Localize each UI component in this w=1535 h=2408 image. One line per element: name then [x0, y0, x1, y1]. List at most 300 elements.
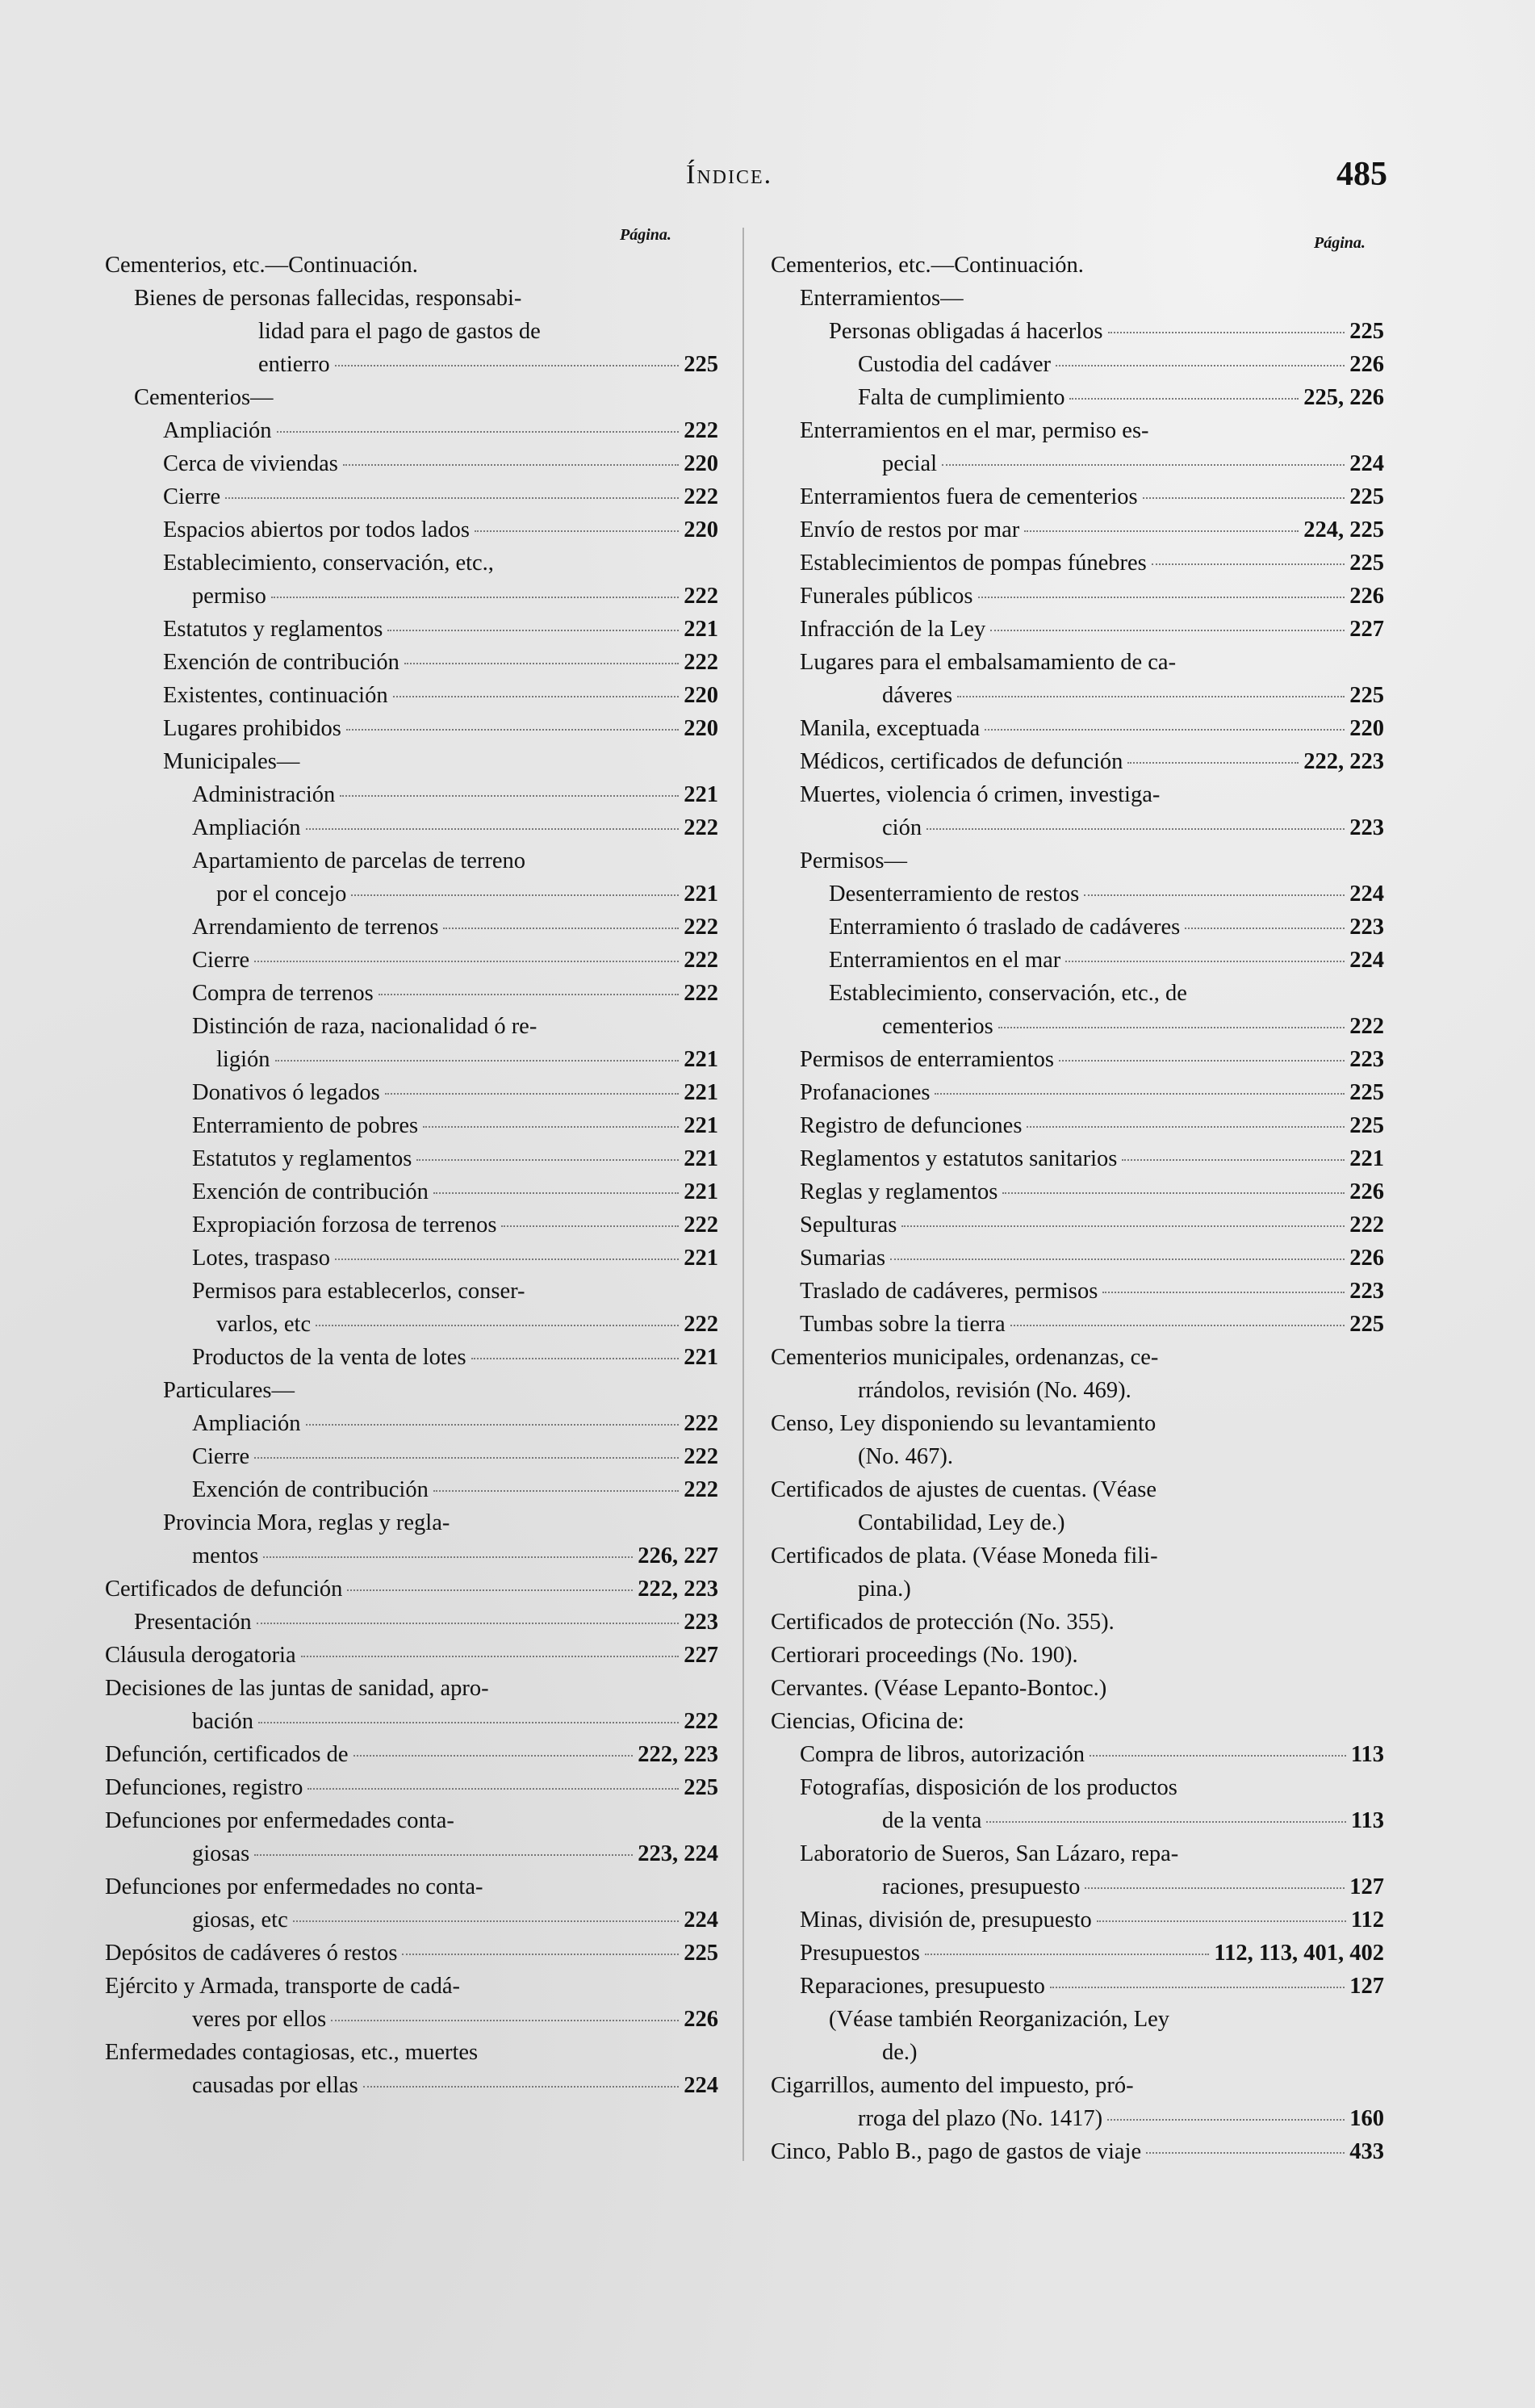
index-entry-text: Sepulturas: [800, 1212, 897, 1238]
index-entry: [105, 414, 718, 447]
index-entry: [771, 877, 1384, 911]
index-entry-text: Funerales públicos: [800, 584, 973, 609]
index-entry-page: 227: [1349, 617, 1384, 642]
leader-dots: [1085, 1887, 1345, 1889]
leader-dots: [1002, 1192, 1345, 1194]
index-entry-page: 113: [1350, 1808, 1384, 1833]
index-entry-text: lidad para el pago de gastos de: [258, 319, 541, 344]
index-entry: [771, 480, 1384, 513]
index-entry-text: Certificados de ajustes de cuentas. (Véase: [771, 1477, 1156, 1502]
leader-dots: [1065, 961, 1345, 962]
index-entry: [105, 1870, 718, 1903]
index-entry-text: dáveres: [882, 683, 953, 708]
index-entry: [771, 1837, 1384, 1870]
column-divider: [742, 228, 744, 2161]
index-entry: [105, 2036, 718, 2069]
leader-dots: [277, 431, 680, 433]
index-entry-text: Productos de la venta de lotes: [192, 1345, 466, 1370]
index-entry-text: cementerios: [882, 1014, 993, 1039]
index-entry: [771, 911, 1384, 944]
index-entry: [771, 414, 1384, 447]
index-entry: [105, 348, 718, 381]
index-entry-text: ción: [882, 815, 922, 840]
leader-dots: [957, 696, 1345, 697]
index-entry: [105, 315, 718, 348]
index-entry: [105, 1473, 718, 1506]
index-entry-text: Exención de contribución: [163, 650, 399, 675]
leader-dots: [316, 1325, 679, 1326]
index-entry-page: 222: [684, 1477, 718, 1502]
index-entry-text: Registro de defunciones: [800, 1113, 1023, 1138]
index-entry-page: 225, 226: [1303, 385, 1384, 410]
index-entry-page: 224: [1349, 948, 1384, 973]
index-entry-page: 220: [684, 517, 718, 542]
index-entry-text: causadas por ellas: [192, 2073, 358, 2098]
index-entry: [771, 1109, 1384, 1142]
leader-dots: [275, 1060, 680, 1062]
index-entry-text: ligión: [216, 1047, 270, 1072]
index-entry-page: 223: [1349, 1279, 1384, 1304]
index-entry-text: Defunciones, registro: [105, 1775, 303, 1800]
index-entry-page: 221: [684, 1179, 718, 1204]
index-entry-text: Decisiones de las juntas de sanidad, apro-: [105, 1676, 489, 1701]
index-entry-text: Laboratorio de Sueros, San Lázaro, repa-: [800, 1841, 1179, 1866]
index-entry-text: (Véase también Reorganización, Ley: [829, 2007, 1170, 2032]
index-entry-text: Falta de cumplimiento: [858, 385, 1065, 410]
index-right-column: [771, 249, 1384, 2168]
index-entry-page: 227: [684, 1643, 718, 1668]
leader-dots: [404, 663, 679, 664]
index-entry-text: Cierre: [163, 484, 221, 509]
index-entry-page: 226: [1349, 584, 1384, 609]
leader-dots: [346, 729, 679, 731]
index-entry-page: 222: [684, 418, 718, 443]
leader-dots: [363, 2086, 680, 2088]
leader-dots: [306, 1424, 680, 1426]
index-entry: [105, 282, 718, 315]
index-entry-text: Enterramientos—: [800, 286, 964, 311]
index-entry-text: Ciencias, Oficina de:: [771, 1709, 964, 1734]
index-entry: [105, 1573, 718, 1606]
index-entry: [771, 1705, 1384, 1738]
index-entry: [105, 977, 718, 1010]
index-entry-page: 221: [684, 1113, 718, 1138]
index-entry: [771, 2003, 1384, 2036]
index-entry: [771, 2069, 1384, 2102]
index-entry-text: Cierre: [192, 1444, 250, 1469]
index-entry: [105, 1440, 718, 1473]
index-entry-page: 112, 113, 401, 402: [1214, 1941, 1384, 1966]
index-entry-text: Permisos—: [800, 848, 908, 873]
index-entry-text: Médicos, certificados de defunción: [800, 749, 1123, 774]
index-entry-page: 221: [684, 1345, 718, 1370]
index-entry-text: Contabilidad, Ley de.): [858, 1510, 1065, 1535]
index-entry-page: 225: [1349, 551, 1384, 576]
index-entry-text: Defunciones por enfermedades no conta-: [105, 1874, 483, 1899]
index-entry-text: Existentes, continuación: [163, 683, 388, 708]
index-entry-text: Traslado de cadáveres, permisos: [800, 1279, 1098, 1304]
index-entry-page: 160: [1349, 2106, 1384, 2131]
leader-dots: [985, 729, 1345, 731]
leader-dots: [1143, 497, 1345, 499]
index-entry: [771, 1374, 1384, 1407]
index-entry: [771, 1076, 1384, 1109]
leader-dots: [258, 1722, 679, 1723]
index-entry-text: Bienes de personas fallecidas, responsabi-: [134, 286, 522, 311]
index-entry-page: 222, 223: [638, 1577, 718, 1602]
index-entry-text: rroga del plazo (No. 1417): [858, 2106, 1103, 2131]
index-entry-text: Minas, división de, presupuesto: [800, 1908, 1092, 1933]
leader-dots: [257, 1623, 680, 1624]
index-entry-page: 221: [684, 1047, 718, 1072]
index-entry-text: Enterramientos en el mar, permiso es-: [800, 418, 1149, 443]
index-entry: [105, 547, 718, 580]
index-entry-text: Cementerios, etc.—Continuación.: [105, 253, 418, 278]
index-entry-text: Lugares prohibidos: [163, 716, 341, 741]
index-entry: [771, 1010, 1384, 1043]
leader-dots: [423, 1126, 679, 1128]
index-entry-text: Estatutos y reglamentos: [163, 617, 383, 642]
leader-dots: [475, 530, 679, 532]
index-entry-text: Establecimiento, conservación, etc., de: [829, 981, 1187, 1006]
leader-dots: [271, 597, 679, 598]
index-entry-text: Infracción de la Ley: [800, 617, 986, 642]
index-entry-page: 223, 224: [638, 1841, 718, 1866]
leader-dots: [925, 1954, 1210, 1955]
leader-dots: [433, 1192, 679, 1194]
index-entry: [771, 1870, 1384, 1903]
index-entry-page: 220: [684, 683, 718, 708]
index-entry-text: Exención de contribución: [192, 1477, 429, 1502]
index-entry-text: Envío de restos por mar: [800, 517, 1020, 542]
leader-dots: [393, 696, 680, 697]
index-entry-page: 225: [1349, 1080, 1384, 1105]
index-entry: [771, 745, 1384, 778]
leader-dots: [306, 828, 680, 830]
index-entry-text: Profanaciones: [800, 1080, 931, 1105]
index-entry: [771, 1142, 1384, 1175]
index-entry: [105, 1837, 718, 1870]
index-entry: [105, 513, 718, 547]
index-entry: [105, 1738, 718, 1771]
index-entry-text: Manila, exceptuada: [800, 716, 981, 741]
index-entry-text: Donativos ó legados: [192, 1080, 380, 1105]
leader-dots: [1069, 398, 1299, 400]
leader-dots: [1090, 1755, 1346, 1757]
index-entry-page: 226: [684, 2007, 718, 2032]
index-entry-text: Particulares—: [163, 1378, 295, 1403]
index-entry-text: Ejército y Armada, transporte de cadá-: [105, 1974, 460, 1999]
index-entry-text: permiso: [192, 584, 266, 609]
index-entry-page: 222: [684, 584, 718, 609]
leader-dots: [471, 1358, 680, 1359]
leader-dots: [335, 365, 680, 366]
leader-dots: [293, 1920, 680, 1922]
leader-dots: [1102, 1292, 1345, 1293]
index-entry-text: giosas, etc: [192, 1908, 288, 1933]
index-entry: [771, 1440, 1384, 1473]
leader-dots: [379, 994, 679, 995]
index-entry-page: 223: [684, 1610, 718, 1635]
index-entry-text: bación: [192, 1709, 253, 1734]
index-entry: [105, 613, 718, 646]
leader-dots: [254, 1854, 633, 1856]
index-entry-text: Estatutos y reglamentos: [192, 1146, 412, 1171]
index-entry: [771, 1606, 1384, 1639]
page-header-title: Índice.: [686, 160, 773, 190]
index-entry: [771, 1175, 1384, 1208]
index-entry-text: pina.): [858, 1577, 911, 1602]
leader-dots: [1146, 2152, 1345, 2154]
index-entry: [105, 1275, 718, 1308]
index-entry-text: Distinción de raza, nacionalidad ó re-: [192, 1014, 537, 1039]
index-entry-page: 226: [1349, 1179, 1384, 1204]
index-entry-page: 113: [1350, 1742, 1384, 1767]
index-entry: [771, 282, 1384, 315]
leader-dots: [986, 1821, 1345, 1823]
index-entry-text: Certificados de defunción: [105, 1577, 343, 1602]
leader-dots: [935, 1093, 1345, 1095]
index-entry: [771, 1473, 1384, 1506]
index-entry: [771, 1903, 1384, 1937]
index-entry-text: (No. 467).: [858, 1444, 953, 1469]
index-entry: [105, 1639, 718, 1672]
index-entry-page: 223: [1349, 915, 1384, 940]
index-entry: [771, 249, 1384, 282]
index-entry-text: Compra de terrenos: [192, 981, 374, 1006]
index-entry: [105, 1672, 718, 1705]
leader-dots: [340, 795, 679, 797]
index-entry: [105, 580, 718, 613]
index-entry: [105, 1539, 718, 1573]
index-entry-text: Establecimiento, conservación, etc.,: [163, 551, 494, 576]
index-entry-page: 224: [684, 2073, 718, 2098]
index-entry-text: Fotografías, disposición de los productos: [800, 1775, 1177, 1800]
index-entry-text: Lugares para el embalsamamiento de ca-: [800, 650, 1177, 675]
index-entry: [105, 1606, 718, 1639]
index-entry: [771, 1208, 1384, 1242]
index-entry-text: raciones, presupuesto: [882, 1874, 1081, 1899]
index-entry-page: 221: [684, 782, 718, 807]
leader-dots: [942, 464, 1345, 466]
page-number: 485: [1336, 156, 1387, 193]
index-entry-page: 222: [684, 915, 718, 940]
index-entry: [771, 613, 1384, 646]
index-entry-page: 222: [684, 1444, 718, 1469]
leader-dots: [343, 464, 679, 466]
index-entry-text: Ampliación: [192, 1411, 301, 1436]
index-entry: [105, 1175, 718, 1208]
index-entry-page: 127: [1349, 1874, 1384, 1899]
index-entry: [771, 944, 1384, 977]
index-entry: [105, 877, 718, 911]
index-entry-text: Personas obligadas á hacerlos: [829, 319, 1103, 344]
leader-dots: [501, 1225, 679, 1227]
leader-dots: [1056, 365, 1345, 366]
index-entry-text: Cierre: [192, 948, 250, 973]
index-entry: [105, 1903, 718, 1937]
index-entry: [105, 844, 718, 877]
leader-dots: [443, 928, 679, 929]
index-entry: [771, 447, 1384, 480]
index-entry-text: Enfermedades contagiosas, etc., muertes: [105, 2040, 479, 2065]
index-entry-text: Certificados de plata. (Véase Moneda fili-: [771, 1543, 1158, 1568]
index-entry-text: de.): [882, 2040, 918, 2065]
index-entry: [105, 1308, 718, 1341]
leader-dots: [335, 1258, 679, 1260]
index-entry-page: 225: [1349, 319, 1384, 344]
index-entry-page: 221: [1349, 1146, 1384, 1171]
leader-dots: [978, 597, 1345, 598]
index-entry: [771, 1573, 1384, 1606]
index-entry-page: 222: [1349, 1014, 1384, 1039]
index-entry: [771, 977, 1384, 1010]
index-entry-page: 220: [684, 451, 718, 476]
leader-dots: [1084, 894, 1345, 896]
index-entry-text: Provincia Mora, reglas y regla-: [163, 1510, 450, 1535]
leader-dots: [301, 1656, 680, 1657]
index-entry-page: 112: [1350, 1908, 1384, 1933]
index-entry-text: Lotes, traspaso: [192, 1246, 330, 1271]
index-entry-page: 225: [1349, 484, 1384, 509]
index-entry: [771, 1937, 1384, 1970]
index-entry-text: por el concejo: [216, 882, 347, 907]
index-entry-page: 222, 223: [1303, 749, 1384, 774]
index-entry-text: Permisos para establecerlos, conser-: [192, 1279, 525, 1304]
index-entry-text: Muertes, violencia ó crimen, investiga-: [800, 782, 1161, 807]
right-column-label: Página.: [1314, 234, 1366, 252]
index-entry-text: Apartamiento de parcelas de terreno: [192, 848, 526, 873]
index-entry-text: Enterramientos en el mar: [829, 948, 1061, 973]
index-entry: [105, 911, 718, 944]
index-entry-page: 224: [1349, 451, 1384, 476]
left-column-label: Página.: [620, 226, 671, 244]
leader-dots: [416, 1159, 679, 1161]
index-entry: [771, 348, 1384, 381]
index-entry: [105, 2003, 718, 2036]
index-entry: [105, 778, 718, 811]
index-entry: [771, 1804, 1384, 1837]
leader-dots: [1010, 1325, 1345, 1326]
index-entry-text: de la venta: [882, 1808, 982, 1833]
index-entry: [771, 1407, 1384, 1440]
index-entry: [105, 811, 718, 844]
leader-dots: [1127, 762, 1299, 764]
index-entry: [771, 712, 1384, 745]
index-entry: [105, 1771, 718, 1804]
index-entry: [105, 447, 718, 480]
index-entry: [105, 712, 718, 745]
index-entry: [771, 547, 1384, 580]
index-entry: [105, 1043, 718, 1076]
index-entry-text: Censo, Ley disponiendo su levantamiento: [771, 1411, 1156, 1436]
index-entry: [771, 1738, 1384, 1771]
index-entry-page: 225: [1349, 1113, 1384, 1138]
index-entry-page: 222: [684, 484, 718, 509]
index-entry-text: Cementerios, etc.—Continuación.: [771, 253, 1084, 278]
index-entry: [105, 1937, 718, 1970]
leader-dots: [1108, 332, 1345, 333]
index-entry-page: 225: [684, 1941, 718, 1966]
index-entry-page: 221: [684, 1080, 718, 1105]
index-entry-page: 221: [684, 617, 718, 642]
index-entry-text: Enterramientos fuera de cementerios: [800, 484, 1138, 509]
index-entry-page: 222: [684, 948, 718, 973]
index-entry-page: 222: [684, 1411, 718, 1436]
index-entry: [771, 646, 1384, 679]
index-entry-text: Certificados de protección (No. 355).: [771, 1610, 1115, 1635]
index-entry-text: Cláusula derogatoria: [105, 1643, 296, 1668]
index-entry-page: 222: [684, 815, 718, 840]
leader-dots: [1152, 563, 1345, 565]
index-entry-text: Depósitos de cadáveres ó restos: [105, 1941, 398, 1966]
index-entry: [105, 646, 718, 679]
index-entry: [771, 1539, 1384, 1573]
index-entry-text: entierro: [258, 352, 330, 377]
index-entry-text: Sumarias: [800, 1246, 886, 1271]
index-entry-text: Custodia del cadáver: [858, 352, 1051, 377]
index-entry: [771, 1275, 1384, 1308]
leader-dots: [347, 1589, 633, 1591]
index-entry-page: 222: [684, 1709, 718, 1734]
index-entry-page: 221: [684, 1246, 718, 1271]
index-entry-text: Cigarrillos, aumento del impuesto, pró-: [771, 2073, 1134, 2098]
index-entry-page: 226: [1349, 1246, 1384, 1271]
index-entry-text: Reglamentos y estatutos sanitarios: [800, 1146, 1118, 1171]
index-entry-text: Enterramiento de pobres: [192, 1113, 419, 1138]
leader-dots: [1122, 1159, 1345, 1161]
index-entry-page: 222: [684, 650, 718, 675]
leader-dots: [998, 1027, 1345, 1028]
index-entry-text: veres por ellos: [192, 2007, 327, 2032]
index-entry-page: 222: [1349, 1212, 1384, 1238]
leader-dots: [307, 1788, 679, 1790]
leader-dots: [1024, 530, 1299, 532]
leader-dots: [890, 1258, 1345, 1260]
index-entry-text: Enterramiento ó traslado de cadáveres: [829, 915, 1181, 940]
index-entry: [771, 381, 1384, 414]
leader-dots: [225, 497, 679, 499]
leader-dots: [353, 1755, 634, 1757]
index-entry: [771, 1771, 1384, 1804]
index-entry-text: Cinco, Pablo B., pago de gastos de viaje: [771, 2139, 1142, 2164]
index-entry: [105, 1242, 718, 1275]
index-entry: [105, 745, 718, 778]
index-entry: [105, 1109, 718, 1142]
index-entry: [771, 513, 1384, 547]
index-entry-text: Exención de contribución: [192, 1179, 429, 1204]
leader-dots: [926, 828, 1345, 830]
index-entry: [771, 679, 1384, 712]
leader-dots: [385, 1093, 680, 1095]
index-entry-page: 224: [684, 1908, 718, 1933]
leader-dots: [433, 1490, 679, 1492]
index-entry-page: 223: [1349, 1047, 1384, 1072]
index-entry: [105, 1506, 718, 1539]
index-entry: [771, 844, 1384, 877]
leader-dots: [387, 630, 679, 631]
index-entry: [105, 1341, 718, 1374]
index-entry: [105, 1142, 718, 1175]
index-entry: [105, 1374, 718, 1407]
index-entry: [105, 1705, 718, 1738]
index-entry-text: Establecimientos de pompas fúnebres: [800, 551, 1147, 576]
index-entry: [105, 1804, 718, 1837]
leader-dots: [331, 2020, 679, 2021]
index-entry: [771, 1043, 1384, 1076]
index-entry-text: Certiorari proceedings (No. 190).: [771, 1643, 1078, 1668]
index-entry-text: Espacios abiertos por todos lados: [163, 517, 470, 542]
